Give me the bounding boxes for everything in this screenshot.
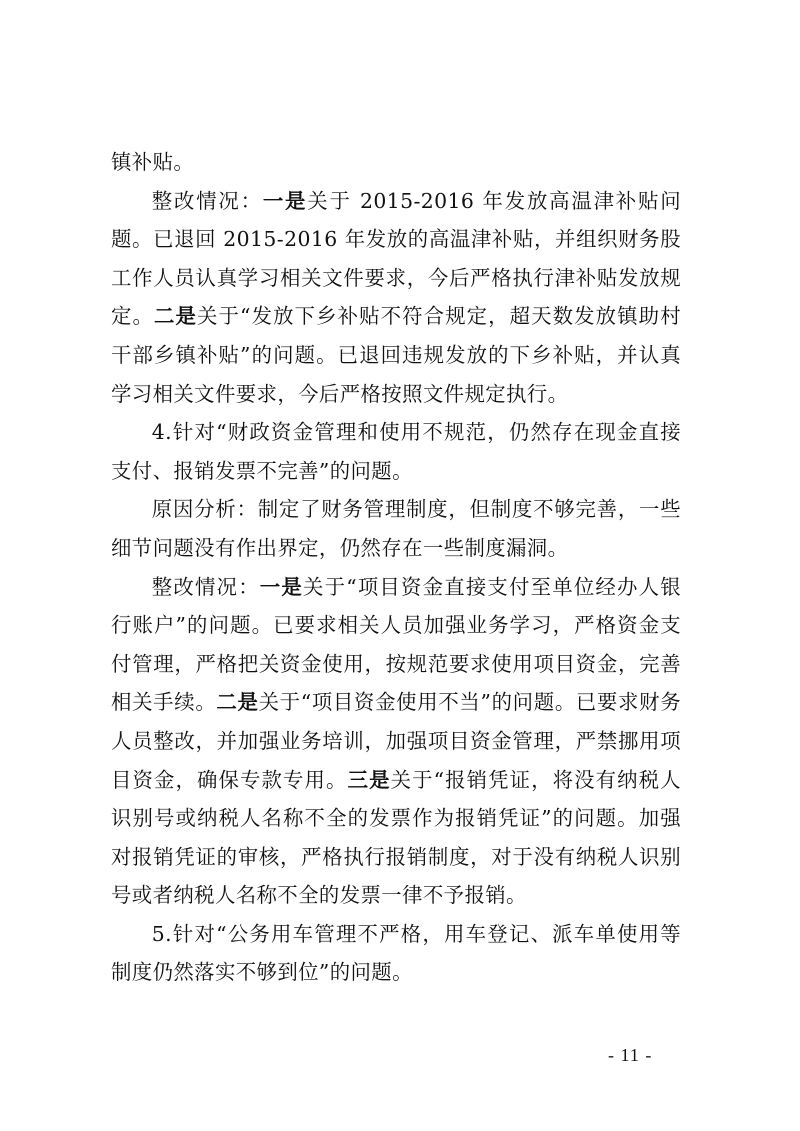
paragraph-text: 关于“发放下乡补贴不符合规定，超天数发放镇助村干部乡镇补贴”的问题。已退回违规发放的下乡补贴，并认真学习相关文件要求，今后严格按照文件规定执行。 <box>111 304 681 406</box>
bold-lead-second: 二是 <box>216 690 259 715</box>
paragraph-text: 镇补贴。 <box>111 150 195 174</box>
paragraph-rectification-allowance <box>111 182 681 414</box>
paragraph-text: 关于“项目资金直接支付至单位经办人银行账户”的问题。已要求相关人员加强业务学习，严格资金支付管理，严格把关资金使用，按规范要求使用项目资金，完善相关手续。 <box>111 574 681 715</box>
paragraph-continuation <box>111 143 681 182</box>
document-body <box>111 143 681 992</box>
bold-lead-second: 二是 <box>154 304 198 329</box>
paragraph-text: 5.针对“公务用车管理不严格，用车登记、派车单使用等制度仍然落实不够到位”的问题。 <box>111 921 681 985</box>
paragraph-item-4-heading <box>111 413 681 490</box>
bold-lead-first: 一是 <box>259 574 303 599</box>
page-number: - 11 - <box>608 1045 653 1065</box>
paragraph-text: 关于 2015-2016 年发放高温津补贴问题。已退回 2015-2016 年发放的高温津补贴，并组织财务股工作人员认真学习相关文件要求，今后严格执行津补贴发放规定。 <box>111 188 682 329</box>
bold-lead-third: 三是 <box>347 767 391 792</box>
bold-lead-first: 一是 <box>262 188 308 213</box>
paragraph-text: 整改情况： <box>151 188 263 213</box>
paragraph-cause-analysis <box>111 490 681 567</box>
paragraph-rectification-funds <box>111 568 681 915</box>
paragraph-item-5-heading <box>111 915 681 992</box>
paragraph-text: 整改情况： <box>151 574 260 599</box>
paragraph-text: 关于“报销凭证，将没有纳税人识别号或纳税人名称不全的发票作为报销凭证”的问题。加强对报销凭证的审核，严格执行报销制度，对于没有纳税人识别号或者纳税人名称不全的发票一律不予报销。 <box>111 767 681 908</box>
paragraph-text: 原因分析：制定了财务管理制度，但制度不够完善，一些细节问题没有作出界定，仍然存在一些制度漏洞。 <box>111 497 681 560</box>
paragraph-text: 关于“项目资金使用不当”的问题。已要求财务人员整改，并加强业务培训，加强项目资金管理，严禁挪用项目资金，确保专款专用。 <box>111 690 682 792</box>
paragraph-text: 4.针对“财政资金管理和使用不规范，仍然存在现金直接支付、报销发票不完善”的问题。 <box>111 420 681 483</box>
